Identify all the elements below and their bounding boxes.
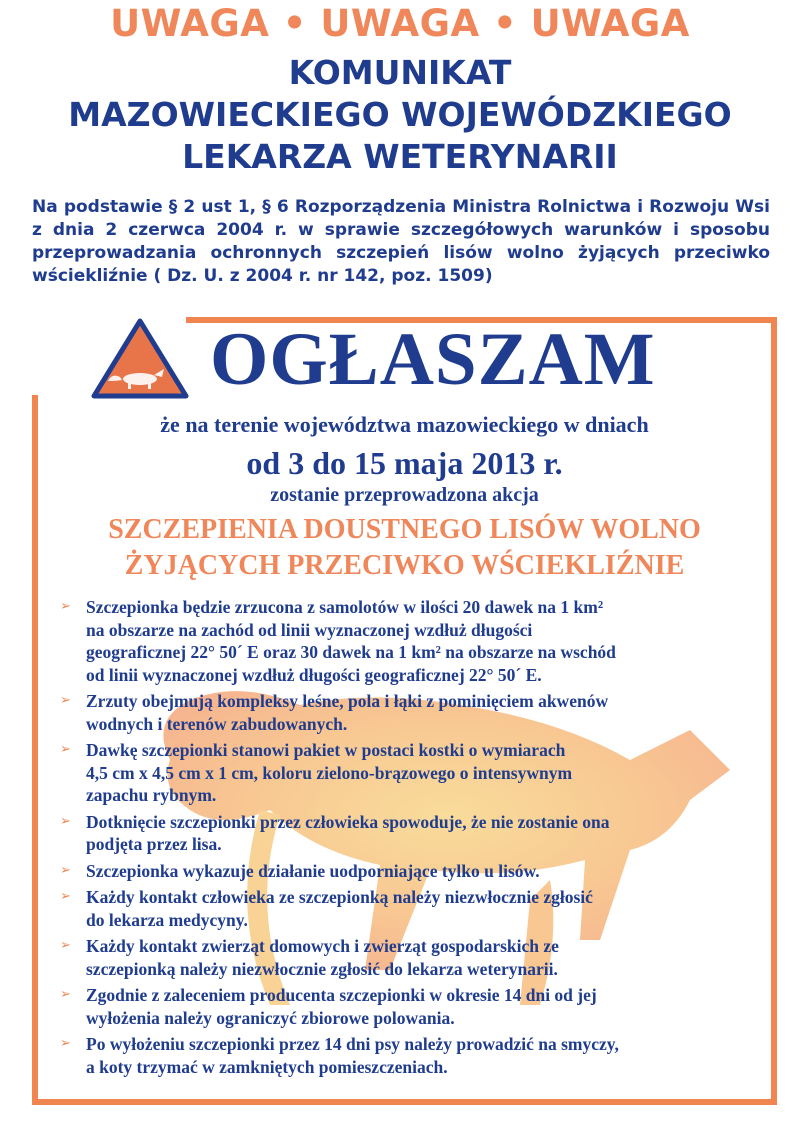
frame-right [771,317,777,1104]
campaign-title [38,512,771,584]
legal-line: wściekliźnie ( Dz. U. z 2004 r. nr 142, poz. 1509) [32,266,493,286]
campaign-title-line: ŻYJĄCYCH PRZECIWKO WŚCIEKLIŹNIE [124,550,685,581]
legal-line: Na podstawie § 2 ust 1, § 6 Rozporządzenia Ministra Rolnictwa i Rozwoju Wsi [32,197,770,217]
list-item [60,860,760,883]
list-item-line: na obszarze na zachód od linii wyznaczonej wzdłuż długości [86,619,533,640]
announcement-line-region: że na terenie województwa mazowieckiego w dniach [160,412,649,437]
list-item-line: zapachu rybnym. [86,785,217,805]
list-item-line: wyłożenia należy ograniczyć zbiorowe polowania. [86,1007,455,1028]
uwaga-header: UWAGA • UWAGA • UWAGA [110,2,690,45]
arrow-bullet-icon: ➢ [60,599,71,614]
announcement-action: zostanie przeprowadzona akcja [270,484,539,506]
list-item-line: Zrzuty obejmują kompleksy leśne, pola i łąki z pominięciem akwenów [86,691,609,711]
announcement-heading: OGŁASZAM [210,318,656,401]
announcement-dates: od 3 do 15 maja 2013 r. [246,445,563,481]
arrow-bullet-icon: ➢ [60,742,71,757]
list-item [60,811,760,856]
arrow-bullet-icon: ➢ [60,1036,71,1051]
list-item [60,935,760,980]
list-item-line: wodnych i terenów zabudowanych. [86,713,348,734]
list-item-line: Każdy kontakt zwierząt domowych i zwierząt gospodarskich ze [86,936,559,956]
frame-bottom [32,1099,777,1105]
fox-warning-triangle-icon [90,317,190,400]
title-line-mazowieckiego: MAZOWIECKIEGO WOJEWÓDZKIEGO [68,95,732,134]
list-item-line: od linii wyznaczonej wzdłuż długości geograficznej 22° 50´ E. [86,664,542,685]
list-item-line: Szczepionka wykazuje działanie uodporniające tylko u lisów. [86,860,540,881]
list-item [60,739,760,807]
arrow-bullet-icon: ➢ [60,987,71,1002]
arrow-bullet-icon: ➢ [60,938,71,953]
legal-line: z dnia 2 czerwca 2004 r. w sprawie szczegółowych warunków i sposobu [32,220,770,240]
list-item-line: geograficznej 22° 50´ E oraz 30 dawek na 1 km² na obszarze na wschód [86,642,616,662]
list-item-line: a koty trzymać w zamkniętych pomieszczeniach. [86,1056,448,1077]
arrow-bullet-icon: ➢ [60,862,71,878]
list-item-line: Dotknięcie szczepionki przez człowieka spowoduje, że nie zostanie ona [86,811,610,832]
list-item [60,596,760,686]
arrow-bullet-icon: ➢ [60,889,71,904]
list-item-line: szczepionką należy niezwłocznie zgłosić do lekarza weterynarii. [86,958,558,979]
info-list [60,596,760,1082]
title-line-komunikat: KOMUNIKAT [288,53,512,92]
list-item-line: 4,5 cm x 4,5 cm x 1 cm, koloru zielono-brązowego o intensywnym [86,762,573,783]
list-item [60,690,760,735]
arrow-bullet-icon: ➢ [60,693,71,708]
list-item-line: Zgodnie z zaleceniem producenta szczepionki w okresie 14 dni od jej [86,985,597,1005]
list-item [60,1033,760,1078]
list-item-line: Po wyłożeniu szczepionki przez 14 dni psy należy prowadzić na smyczy, [86,1034,619,1054]
legal-basis [32,196,770,288]
list-item-line: podjęta przez lisa. [86,834,222,854]
arrow-bullet-icon: ➢ [60,813,71,829]
list-item-line: Każdy kontakt człowieka ze szczepionką należy niezwłocznie zgłosić [86,887,593,907]
list-item [60,984,760,1029]
list-item-line: Dawkę szczepionki stanowi pakiet w postaci kostki o wymiarach [86,740,566,760]
title-line-lekarza: LEKARZA WETERYNARII [182,137,618,176]
list-item [60,886,760,931]
legal-line: przeprowadzania ochronnych szczepień lisów wolno żyjących przeciwko [32,243,770,263]
list-item-line: do lekarza medycyny. [86,909,248,930]
campaign-title-line: SZCZEPIENIA DOUSTNEGO LISÓW WOLNO [108,514,701,545]
list-item-line: Szczepionka będzie zrzucona z samolotów w ilości 20 dawek na 1 km² [86,597,604,617]
